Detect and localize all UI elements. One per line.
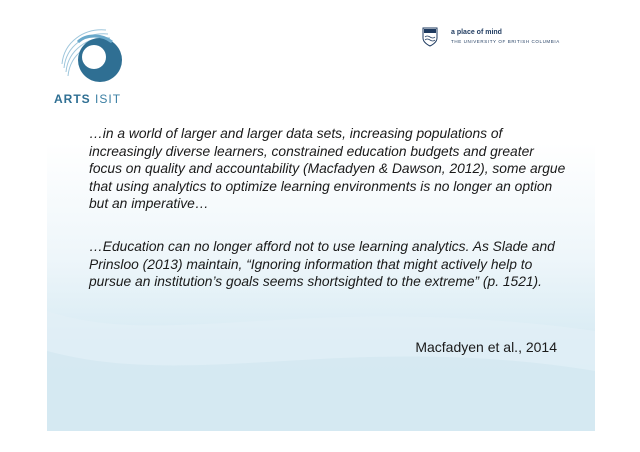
ubc-crest-icon xyxy=(422,27,438,47)
ubc-logo-text xyxy=(451,29,560,44)
arts-isit-wordmark xyxy=(54,92,121,106)
arts-isit-logo-icon xyxy=(54,24,129,90)
slide xyxy=(47,19,595,431)
quote-paragraph-2: …Education can no longer afford not to use learning analytics. As Slade and Prinsloo (2013) maintain, “Ignoring information that might actively help to pursue an institution’s goals seems shortsighted to the extreme” (p. 1521). xyxy=(89,239,555,289)
logo-arts: ARTS xyxy=(54,92,91,106)
ubc-university-name: THE UNIVERSITY OF BRITISH COLUMBIA xyxy=(451,39,560,44)
logo-isit: ISIT xyxy=(95,92,122,106)
ubc-tagline: a place of mind xyxy=(451,29,502,36)
quote-paragraph-1: …in a world of larger and larger data sets, increasing populations of increasingly diverse learners, constrained education budgets and greater focus on quality and accountability (Macfadyen & Dawson, 2012), some argue that using analytics to optimize learning environments is no longer an option but an imperative… xyxy=(89,126,566,211)
citation-attribution: Macfadyen et al., 2014 xyxy=(415,339,557,355)
